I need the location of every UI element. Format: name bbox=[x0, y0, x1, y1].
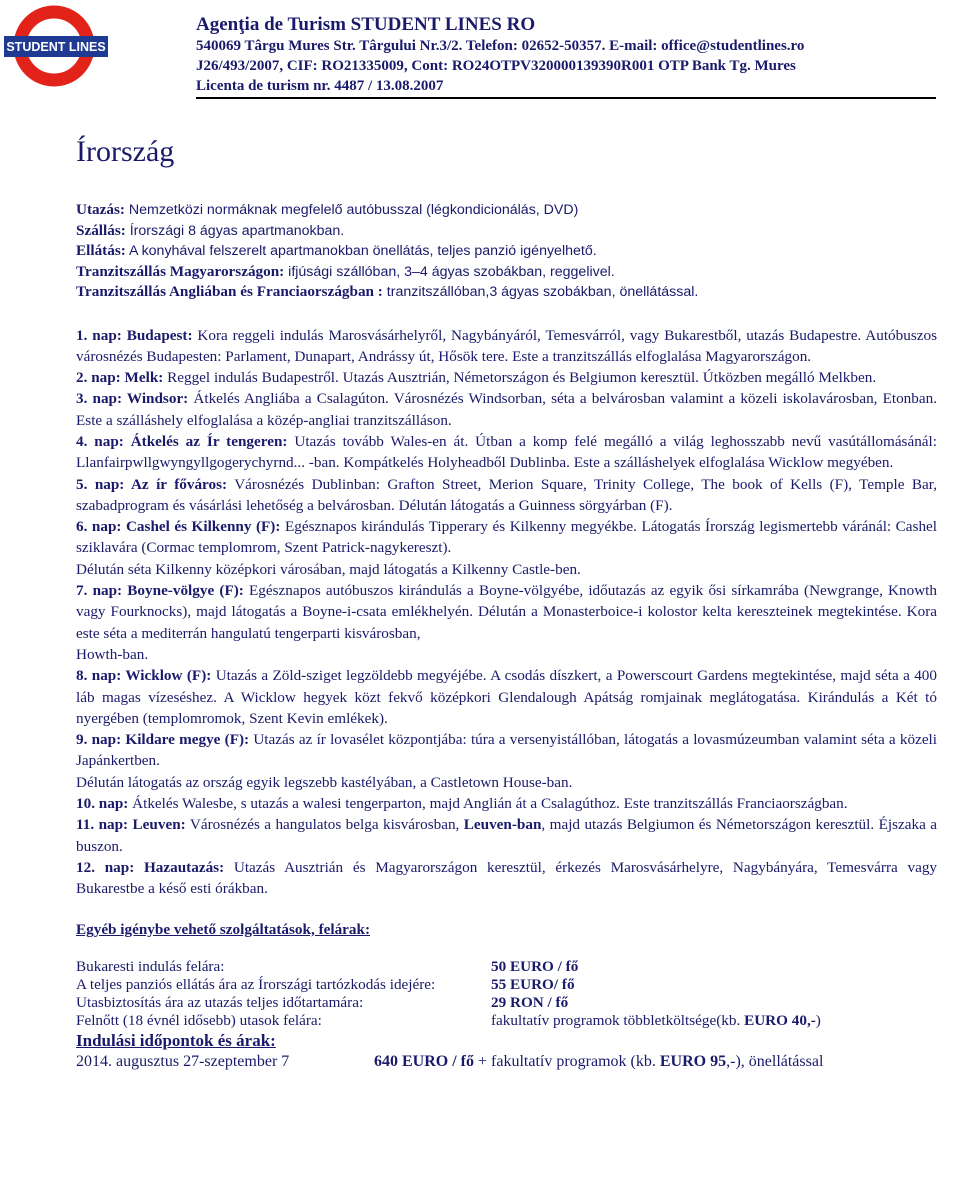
extras-list bbox=[76, 958, 937, 1031]
info-transit-hungary: Tranzitszállás Magyarországon: ifjúsági szállóban, 3–4 ágyas szobákban, reggelivel. bbox=[76, 262, 615, 280]
page-title: Írország bbox=[76, 135, 175, 168]
extras-row: Utasbiztosítás ára az utazás teljes időtartamára: 29 RON / fő bbox=[76, 994, 569, 1012]
company-header bbox=[196, 14, 936, 96]
itinerary-day: 2. nap: Melk: Reggel indulás Budapestről. Utazás Ausztrián, Németországon és Belgiumon keresztül. Útközben megálló Melkben. bbox=[76, 369, 877, 387]
itinerary-day: 3. nap: Windsor: Átkelés Angliába a Csalagúton. Városnézés Windsorban, séta a belvárosban valamint a közeli iskolavárosban, Etonban. Este a szálláshely elfoglalása a közép-angliai tranzitszálláson. bbox=[76, 390, 937, 429]
itinerary-day: 9. nap: Kildare megye (F): Utazás az ír lovasélet központjába: túra a versenyistállóban, látogatás a lovasmúzeumban valamint séta a közeli Japánkertben. Délután látogatás az ország egyik legszebb kastélyában, a Castletown House-ban. bbox=[76, 731, 937, 791]
extras-row: A teljes panziós ellátás ára az Írországi tartózkodás idejére: 55 EURO/ fő bbox=[76, 975, 575, 993]
header-divider bbox=[196, 97, 936, 99]
info-travel: Utazás: Nemzetközi normáknak megfelelő autóbusszal (légkondicionálás, DVD) bbox=[76, 201, 579, 218]
itinerary-day: 7. nap: Boyne-völgye (F): Egésznapos autóbuszos kirándulás a Boyne-völgyébe, időutazás az egyik ősi sírkamrába (Newgrange, Knowth vagy Fourknocks), majd látogatás a Boyne-i-csata emlékhelyén. Délután a Monasterboice-i kolostor kelta kereszteinek megtekintése. Kora este séta a mediterrán hangulatú tengerparti kisvárosban, Howth-ban. bbox=[76, 582, 937, 663]
info-accommodation: Szállás: Írországi 8 ágyas apartmanokban. bbox=[76, 221, 345, 239]
itinerary-day: 11. nap: Leuven: Városnézés a hangulatos belga kisvárosban, Leuven-ban, majd utazás Belgiumon és Németországon keresztül. Éjszaka a buszon. bbox=[76, 816, 937, 855]
company-name: Agenţia de Turism STUDENT LINES RO bbox=[196, 14, 536, 35]
company-address: 540069 Târgu Mures Str. Târgului Nr.3/2. Telefon: 02652-50357. E-mail: office@studentlines.ro bbox=[196, 38, 805, 54]
date-price-info: 640 EURO / fő + fakultatív programok (kb. EURO 95,-), önellátással bbox=[374, 1052, 824, 1070]
date-period: 2014. augusztus 27-szeptember 7 bbox=[76, 1052, 290, 1070]
date-row bbox=[76, 1051, 937, 1073]
itinerary bbox=[76, 325, 937, 900]
itinerary-day: 5. nap: Az ír főváros: Városnézés Dublinban: Grafton Street, Merion Square, Trinity College, The book of Kells (F), Temple Bar, szabadprogram és vásárlási lehetőség a belvárosban. Délután látogatás a Guinness sörgyárban (F). bbox=[76, 475, 937, 514]
dates-title: Indulási időpontok és árak: bbox=[76, 1030, 276, 1050]
itinerary-day: 1. nap: Budapest: Kora reggeli indulás Marosvásárhelyről, Nagybányáról, Temesvárról, vagy Bukarestből, utazás Budapestre. Autóbuszos városnézés Budapesten: Parlament, Dunapart, Andrássy út, Hősök tere. Este a tranzitszállás elfoglalása Magyarországon. bbox=[76, 326, 937, 365]
main-content bbox=[76, 200, 937, 1073]
logo-text: STUDENT LINES bbox=[6, 40, 106, 54]
itinerary-day: 4. nap: Átkelés az Ír tengeren: Utazás tovább Wales-en át. Útban a komp felé megálló a világ leghosszabb nevű vasútállomásánál: Llanfairpwllgwyngyllgogerychyrnd... -ban. Kompátkelés Holyheadből Dublinba. Este a szálláshelyek elfoglalása Wicklow megyében. bbox=[76, 432, 937, 472]
company-logo bbox=[2, 2, 110, 90]
itinerary-day: 10. nap: Átkelés Walesbe, s utazás a walesi tengerparton, majd Anglián át a Csalagúthoz. Este tranzitszállás Franciaországban. bbox=[76, 795, 848, 813]
trip-info bbox=[76, 200, 937, 303]
company-license: Licenta de turism nr. 4487 / 13.08.2007 bbox=[196, 78, 444, 94]
extras-row: Felnőtt (18 évnél idősebb) utasok felára: fakultatív programok többletköltsége(kb. EURO 40,-) bbox=[76, 1012, 821, 1030]
info-transit-uk-france: Tranzitszállás Angliában és Franciaországban : tranzitszállóban,3 ágyas szobákban, önellátással. bbox=[76, 283, 699, 300]
extras-title: Egyéb igénybe vehető szolgáltatások, felárak: bbox=[76, 920, 371, 938]
itinerary-day: 8. nap: Wicklow (F): Utazás a Zöld-sziget legzöldebb megyéjébe. A csodás díszkert, a Powerscourt Gardens megtekintése, majd séta a 400 láb magas vízeséshez. A Wicklow hegyek közt fekvő középkori Glendalough Apátság romjainak meglátogatása. Kirándulás a Két tó nyergében (templomromok, Szent Kevin emlékek). bbox=[76, 667, 937, 727]
itinerary-day: 12. nap: Hazautazás: Utazás Ausztrián és Magyarországon keresztül, érkezés Marosvásárhelyre, Nagybányára, Temesvárra vagy Bukarestbe a késő esti órákban. bbox=[76, 858, 938, 898]
info-meals: Ellátás: A konyhával felszerelt apartmanokban önellátás, teljes panzió igényelhető. bbox=[76, 242, 597, 259]
extras-row: Bukaresti indulás felára: 50 EURO / fő bbox=[76, 957, 579, 975]
itinerary-day: 6. nap: Cashel és Kilkenny (F): Egésznapos kirándulás Tipperary és Kilkenny megyékbe. Látogatás Írország legismertebb váránál: Cashel sziklavára (Cormac templomrom, Szent Patrick-nagykereszt). Délután séta Kilkenny középkori városában, majd látogatás a Kilkenny Castle-ben. bbox=[76, 518, 938, 578]
company-registration: J26/493/2007, CIF: RO21335009, Cont: RO24OTPV320000139390R001 OTP Bank Tg. Mures bbox=[196, 58, 796, 74]
